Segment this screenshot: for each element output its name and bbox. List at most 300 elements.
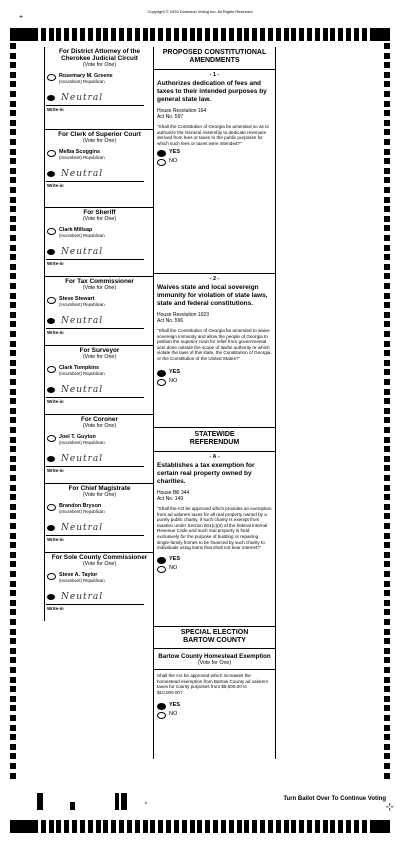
side-timing-mark bbox=[10, 360, 16, 366]
side-timing-mark bbox=[10, 72, 16, 78]
race-sole-county-commissioner bbox=[45, 553, 154, 621]
timing-mark bbox=[213, 28, 218, 41]
vote-oval[interactable] bbox=[47, 150, 56, 157]
timing-mark bbox=[111, 820, 116, 833]
timing-mark bbox=[72, 820, 77, 833]
side-timing-mark bbox=[10, 744, 16, 750]
side-timing-mark bbox=[384, 53, 390, 59]
side-timing-mark bbox=[384, 177, 390, 183]
write-in-line bbox=[46, 535, 144, 536]
side-timing-mark bbox=[384, 494, 390, 500]
yes-label: YES bbox=[169, 149, 181, 156]
timing-mark bbox=[143, 28, 148, 41]
timing-mark bbox=[284, 820, 289, 833]
write-in-option[interactable] bbox=[45, 588, 154, 611]
side-timing-mark bbox=[384, 139, 390, 145]
side-timing-mark bbox=[384, 62, 390, 68]
timing-mark bbox=[166, 820, 171, 833]
timing-mark bbox=[330, 28, 335, 41]
side-timing-mark bbox=[10, 561, 16, 567]
vote-oval-filled[interactable] bbox=[157, 370, 166, 377]
vote-oval[interactable] bbox=[157, 159, 166, 166]
yes-label: YES bbox=[169, 702, 181, 709]
side-timing-mark bbox=[10, 542, 16, 548]
side-timing-mark bbox=[10, 341, 16, 347]
side-timing-mark bbox=[384, 408, 390, 414]
timing-mark bbox=[158, 820, 163, 833]
side-timing-mark bbox=[10, 350, 16, 356]
candidate-option[interactable] bbox=[45, 503, 154, 519]
side-timing-mark bbox=[384, 600, 390, 606]
timing-mark bbox=[291, 28, 296, 41]
vote-oval[interactable] bbox=[47, 297, 56, 304]
yes-option[interactable] bbox=[154, 555, 275, 564]
special-election-title: SPECIAL ELECTION BARTOW COUNTY bbox=[154, 626, 275, 649]
vote-oval-filled[interactable] bbox=[47, 171, 55, 177]
vote-oval-filled[interactable] bbox=[157, 557, 166, 564]
timing-mark bbox=[166, 28, 171, 41]
side-timing-mark bbox=[10, 619, 16, 625]
question-number: - 2 - bbox=[209, 276, 220, 282]
timing-mark bbox=[315, 820, 320, 833]
timing-mark bbox=[299, 820, 304, 833]
write-in-line bbox=[46, 328, 144, 329]
side-timing-mark bbox=[10, 494, 16, 500]
write-in-option[interactable] bbox=[45, 381, 154, 404]
side-timing-mark bbox=[384, 245, 390, 251]
candidate-party: (Incumbent) Republican bbox=[59, 371, 105, 376]
vote-oval[interactable] bbox=[157, 379, 166, 386]
side-timing-mark bbox=[10, 408, 16, 414]
top-timing-marks bbox=[10, 28, 390, 41]
write-in-option[interactable] bbox=[45, 243, 154, 266]
question-ref-2: Act No. 149 bbox=[157, 496, 184, 502]
timing-mark bbox=[103, 28, 108, 41]
timing-mark bbox=[56, 28, 61, 41]
side-timing-mark bbox=[10, 177, 16, 183]
side-timing-mark bbox=[10, 81, 16, 87]
timing-mark bbox=[64, 28, 69, 41]
side-timing-mark bbox=[10, 446, 16, 452]
timing-mark bbox=[244, 820, 249, 833]
timing-mark bbox=[88, 28, 93, 41]
side-timing-mark bbox=[384, 81, 390, 87]
race-title: For Clerk of Superior Court bbox=[58, 131, 141, 138]
timing-mark bbox=[143, 820, 148, 833]
side-timing-mark bbox=[10, 427, 16, 433]
side-timing-mark bbox=[384, 321, 390, 327]
write-in-text: Neutral bbox=[61, 454, 104, 464]
write-in-label: Write-in bbox=[47, 537, 64, 542]
timing-mark bbox=[158, 28, 163, 41]
candidate-races-column bbox=[44, 47, 154, 621]
race-title: For Sole County Commissioner bbox=[51, 554, 148, 561]
question-title: Establishes a tax exemption for certain real property owned by charities. bbox=[157, 462, 255, 485]
timing-mark bbox=[103, 820, 108, 833]
yes-label: YES bbox=[169, 368, 181, 375]
candidate-party: (Incumbent) Republican bbox=[59, 440, 105, 445]
side-timing-mark bbox=[10, 513, 16, 519]
vote-oval-filled[interactable] bbox=[47, 594, 55, 600]
side-timing-mark bbox=[10, 590, 16, 596]
timing-mark bbox=[221, 28, 226, 41]
write-in-option[interactable] bbox=[45, 450, 154, 473]
side-timing-mark bbox=[10, 369, 16, 375]
side-timing-mark bbox=[10, 168, 16, 174]
timing-mark bbox=[111, 28, 116, 41]
side-timing-mark bbox=[384, 696, 390, 702]
side-timing-mark bbox=[384, 398, 390, 404]
side-timing-mark bbox=[10, 379, 16, 385]
side-timing-mark bbox=[10, 504, 16, 510]
timing-mark bbox=[182, 820, 187, 833]
timing-mark bbox=[197, 28, 202, 41]
write-in-line bbox=[46, 181, 144, 182]
timing-mark bbox=[96, 28, 101, 41]
timing-mark bbox=[323, 820, 328, 833]
candidate-party: (Incumbent) Republican bbox=[59, 578, 105, 583]
question-title: Authorizes dedication of fees and taxes to their intended purposes by general state law. bbox=[157, 80, 267, 103]
timing-mark bbox=[41, 820, 46, 833]
race-coroner bbox=[45, 415, 154, 484]
timing-mark bbox=[338, 28, 343, 41]
side-timing-mark bbox=[10, 120, 16, 126]
mark-superscript: b bbox=[145, 800, 148, 805]
side-timing-mark bbox=[384, 523, 390, 529]
side-timing-mark bbox=[384, 657, 390, 663]
timing-mark bbox=[315, 28, 320, 41]
race-instruction: (Vote for One) bbox=[82, 561, 117, 567]
write-in-line bbox=[46, 604, 144, 605]
side-timing-mark bbox=[384, 389, 390, 395]
write-in-label: Write-in bbox=[47, 606, 64, 611]
race-instruction: (Vote for One) bbox=[82, 492, 117, 498]
side-timing-mark bbox=[384, 773, 390, 779]
candidate-name: Clark Tompkins bbox=[59, 365, 100, 371]
side-timing-mark bbox=[384, 101, 390, 107]
race-instruction: (Vote for One) bbox=[82, 354, 117, 360]
no-option[interactable] bbox=[154, 710, 275, 719]
timing-mark bbox=[276, 28, 281, 41]
side-timing-mark bbox=[384, 475, 390, 481]
question-text: Shall the Act be approved which increases the homestead exemption from Bartow County ad valorem taxes for county purposes from $5,000.00 to $10,000.00? bbox=[154, 669, 275, 695]
side-timing-mark bbox=[10, 398, 16, 404]
vote-oval-filled[interactable] bbox=[47, 525, 55, 531]
no-label: NO bbox=[169, 377, 178, 384]
side-timing-mark bbox=[384, 571, 390, 577]
race-tax-commissioner bbox=[45, 277, 154, 346]
race-title: For Sheriff bbox=[83, 209, 116, 216]
timing-mark bbox=[221, 820, 226, 833]
question-1 bbox=[154, 72, 275, 273]
side-timing-mark bbox=[384, 91, 390, 97]
question-instruction: (Vote for One) bbox=[197, 660, 232, 666]
write-in-line bbox=[46, 105, 144, 106]
timing-mark bbox=[96, 820, 101, 833]
timing-mark bbox=[10, 28, 38, 41]
timing-mark bbox=[49, 820, 54, 833]
yes-option[interactable] bbox=[154, 148, 275, 157]
timing-mark bbox=[150, 28, 155, 41]
side-timing-mark bbox=[10, 417, 16, 423]
side-timing-mark bbox=[10, 264, 16, 270]
vote-oval[interactable] bbox=[157, 566, 166, 573]
side-timing-mark bbox=[10, 321, 16, 327]
question-text: "Shall the Constitution of Georgia be amended to waive sovereign immunity and allow the people of Georgia to petition the superior court for relief from governmental acts done outside the scope of lawful authority or which violate the laws of this state, the Constitution of Georgia, or the Constitution of the United States?" bbox=[157, 328, 272, 361]
timing-mark bbox=[330, 820, 335, 833]
side-timing-mark bbox=[384, 513, 390, 519]
candidate-option[interactable] bbox=[45, 296, 154, 312]
side-timing-mark bbox=[10, 139, 16, 145]
question-number: - A - bbox=[209, 454, 220, 460]
race-instruction: (Vote for One) bbox=[82, 138, 117, 144]
side-timing-mark bbox=[384, 533, 390, 539]
side-timing-mark bbox=[384, 581, 390, 587]
write-in-text: Neutral bbox=[61, 169, 104, 179]
timing-mark bbox=[338, 820, 343, 833]
side-timing-mark bbox=[384, 369, 390, 375]
candidate-name: Steve A. Taylor bbox=[59, 572, 98, 578]
side-timing-mark bbox=[384, 417, 390, 423]
side-timing-mark bbox=[10, 725, 16, 731]
timing-mark bbox=[197, 820, 202, 833]
timing-mark bbox=[49, 28, 54, 41]
side-timing-mark bbox=[384, 149, 390, 155]
timing-mark bbox=[268, 820, 273, 833]
timing-mark bbox=[362, 820, 367, 833]
timing-mark bbox=[284, 28, 289, 41]
candidate-option[interactable] bbox=[45, 73, 154, 89]
question-title: Waives state and local sovereign immunity for violation of state laws, state and federal constitutions. bbox=[157, 284, 268, 307]
timing-mark bbox=[80, 820, 85, 833]
write-in-option[interactable] bbox=[45, 89, 154, 112]
no-option[interactable] bbox=[154, 564, 275, 573]
candidate-party: (Incumbent) Republican bbox=[59, 155, 105, 160]
timing-mark bbox=[354, 28, 359, 41]
side-timing-mark bbox=[10, 581, 16, 587]
vote-oval[interactable] bbox=[47, 366, 56, 373]
vote-oval-filled[interactable] bbox=[47, 318, 55, 324]
question-text: "Shall the Constitution of Georgia be amended so as to authorize the General Assembly to dedicate revenues derived from fees or taxes to the public purposes for which such fees or taxes were intended?" bbox=[157, 124, 269, 146]
side-timing-mark bbox=[10, 465, 16, 471]
yes-label: YES bbox=[169, 555, 181, 562]
side-timing-mark bbox=[384, 744, 390, 750]
timing-mark bbox=[260, 28, 265, 41]
side-timing-mark bbox=[384, 437, 390, 443]
timing-mark bbox=[190, 28, 195, 41]
side-timing-mark bbox=[384, 638, 390, 644]
side-timing-mark bbox=[384, 43, 390, 49]
timing-mark bbox=[190, 820, 195, 833]
side-timing-mark bbox=[384, 686, 390, 692]
side-timing-mark bbox=[10, 696, 16, 702]
vote-oval[interactable] bbox=[157, 712, 166, 719]
write-in-option[interactable] bbox=[45, 312, 154, 335]
yes-option[interactable] bbox=[154, 368, 275, 377]
side-timing-mark bbox=[10, 283, 16, 289]
copyright-notice: Copyright © 2020 Dominion Voting Inc. All Rights Reserved bbox=[147, 9, 253, 14]
question-2 bbox=[154, 273, 275, 427]
side-timing-mark bbox=[10, 91, 16, 97]
side-timing-mark bbox=[384, 552, 390, 558]
write-in-label: Write-in bbox=[47, 468, 64, 473]
side-timing-mark bbox=[10, 600, 16, 606]
side-timing-mark bbox=[384, 763, 390, 769]
write-in-text: Neutral bbox=[61, 592, 104, 602]
side-timing-mark bbox=[10, 245, 16, 251]
candidate-option[interactable] bbox=[45, 434, 154, 450]
side-timing-mark bbox=[384, 734, 390, 740]
side-timing-mark bbox=[10, 629, 16, 635]
side-timing-mark bbox=[10, 43, 16, 49]
side-timing-mark bbox=[10, 331, 16, 337]
vote-oval[interactable] bbox=[47, 435, 56, 442]
candidate-party: (Incumbent) Republican bbox=[59, 233, 105, 238]
timing-mark bbox=[205, 28, 210, 41]
timing-mark bbox=[237, 28, 242, 41]
candidate-name: Rosemary M. Greene bbox=[59, 73, 113, 79]
side-timing-mark bbox=[384, 648, 390, 654]
side-timing-mark bbox=[384, 542, 390, 548]
vote-oval-filled[interactable] bbox=[47, 456, 55, 462]
side-timing-mark bbox=[384, 753, 390, 759]
side-timing-mark bbox=[384, 158, 390, 164]
vote-oval[interactable] bbox=[47, 228, 56, 235]
timing-mark bbox=[135, 28, 140, 41]
no-label: NO bbox=[169, 158, 178, 165]
candidate-option[interactable] bbox=[45, 365, 154, 381]
write-in-text: Neutral bbox=[61, 316, 104, 326]
side-timing-mark bbox=[384, 350, 390, 356]
side-timing-mark bbox=[10, 235, 16, 241]
timing-mark bbox=[205, 820, 210, 833]
timing-mark bbox=[119, 28, 124, 41]
write-in-text: Neutral bbox=[61, 385, 104, 395]
side-timing-mark bbox=[384, 715, 390, 721]
side-timing-mark bbox=[384, 379, 390, 385]
write-in-line bbox=[46, 466, 144, 467]
write-in-option[interactable] bbox=[45, 519, 154, 542]
timing-mark bbox=[307, 820, 312, 833]
write-in-option[interactable] bbox=[45, 165, 154, 188]
race-clerk-superior-court bbox=[45, 130, 154, 208]
candidate-party: (Incumbent) Republican bbox=[59, 302, 105, 307]
race-instruction: (Vote for One) bbox=[82, 216, 117, 222]
candidate-option[interactable] bbox=[45, 149, 154, 165]
questions-column bbox=[153, 47, 276, 759]
amendments-title: PROPOSED CONSTITUTIONAL AMENDMENTS bbox=[154, 47, 275, 70]
timing-mark bbox=[370, 820, 390, 833]
side-timing-mark bbox=[10, 129, 16, 135]
write-in-label: Write-in bbox=[47, 183, 64, 188]
write-in-text: Neutral bbox=[61, 247, 104, 257]
no-option[interactable] bbox=[154, 157, 275, 166]
timing-mark bbox=[276, 820, 281, 833]
question-b bbox=[154, 649, 275, 759]
question-ref-2: Act No. 596 bbox=[157, 318, 184, 324]
side-timing-mark bbox=[384, 667, 390, 673]
side-timing-mark bbox=[384, 206, 390, 212]
vote-oval[interactable] bbox=[47, 74, 56, 81]
race-title: For Tax Commissioner bbox=[65, 278, 134, 285]
candidate-option[interactable] bbox=[45, 227, 154, 243]
vote-oval-filled[interactable] bbox=[157, 703, 166, 710]
side-timing-mark bbox=[10, 456, 16, 462]
question-ref-1: House Resolution 1023 bbox=[157, 312, 209, 318]
side-timing-mark bbox=[384, 485, 390, 491]
timing-mark bbox=[56, 820, 61, 833]
question-a bbox=[154, 454, 275, 626]
side-timing-mark bbox=[384, 465, 390, 471]
yes-option[interactable] bbox=[154, 701, 275, 710]
vote-oval-filled[interactable] bbox=[157, 150, 166, 157]
write-in-line bbox=[46, 397, 144, 398]
side-timing-mark bbox=[10, 302, 16, 308]
vote-oval-filled[interactable] bbox=[47, 95, 55, 101]
side-timing-mark bbox=[384, 456, 390, 462]
timing-mark bbox=[119, 820, 124, 833]
side-timing-mark bbox=[384, 293, 390, 299]
candidate-option[interactable] bbox=[45, 572, 154, 588]
side-timing-mark bbox=[384, 129, 390, 135]
side-timing-mark bbox=[10, 571, 16, 577]
side-timing-mark bbox=[384, 254, 390, 260]
side-timing-mark bbox=[384, 331, 390, 337]
vote-oval-filled[interactable] bbox=[47, 249, 55, 255]
side-timing-mark bbox=[10, 273, 16, 279]
race-surveyor bbox=[45, 346, 154, 415]
timing-mark bbox=[323, 28, 328, 41]
candidate-party: (Incumbent) Republican bbox=[59, 509, 105, 514]
candidate-party: (Incumbent) Republican bbox=[59, 79, 105, 84]
timing-mark bbox=[135, 820, 140, 833]
candidate-name: Melba Scoggins bbox=[59, 149, 101, 155]
write-in-label: Write-in bbox=[47, 399, 64, 404]
side-timing-mark bbox=[10, 149, 16, 155]
candidate-name: Joel T. Guyton bbox=[59, 434, 96, 440]
side-timing-mark bbox=[384, 677, 390, 683]
vote-oval[interactable] bbox=[47, 504, 56, 511]
side-timing-mark bbox=[384, 72, 390, 78]
side-timing-mark bbox=[10, 312, 16, 318]
timing-mark bbox=[80, 28, 85, 41]
timing-mark bbox=[244, 28, 249, 41]
timing-mark bbox=[260, 820, 265, 833]
race-title: For Coroner bbox=[81, 416, 118, 423]
no-option[interactable] bbox=[154, 377, 275, 386]
vote-oval[interactable] bbox=[47, 573, 56, 580]
candidate-name: Steve Stewart bbox=[59, 296, 95, 302]
timing-mark bbox=[88, 820, 93, 833]
write-in-label: Write-in bbox=[47, 330, 64, 335]
side-timing-mark bbox=[384, 341, 390, 347]
race-instruction: (Vote for One) bbox=[82, 285, 117, 291]
side-timing-mark bbox=[384, 197, 390, 203]
timing-mark bbox=[127, 820, 132, 833]
race-instruction: (Vote for One) bbox=[82, 62, 117, 68]
side-timing-mark bbox=[384, 561, 390, 567]
side-timing-mark bbox=[10, 648, 16, 654]
side-timing-mark bbox=[10, 705, 16, 711]
vote-oval-filled[interactable] bbox=[47, 387, 55, 393]
side-timing-mark bbox=[384, 283, 390, 289]
timing-mark bbox=[252, 28, 257, 41]
race-sheriff bbox=[45, 208, 154, 277]
side-timing-mark bbox=[10, 197, 16, 203]
timing-mark bbox=[346, 820, 351, 833]
side-timing-mark bbox=[10, 677, 16, 683]
side-timing-mark bbox=[10, 62, 16, 68]
